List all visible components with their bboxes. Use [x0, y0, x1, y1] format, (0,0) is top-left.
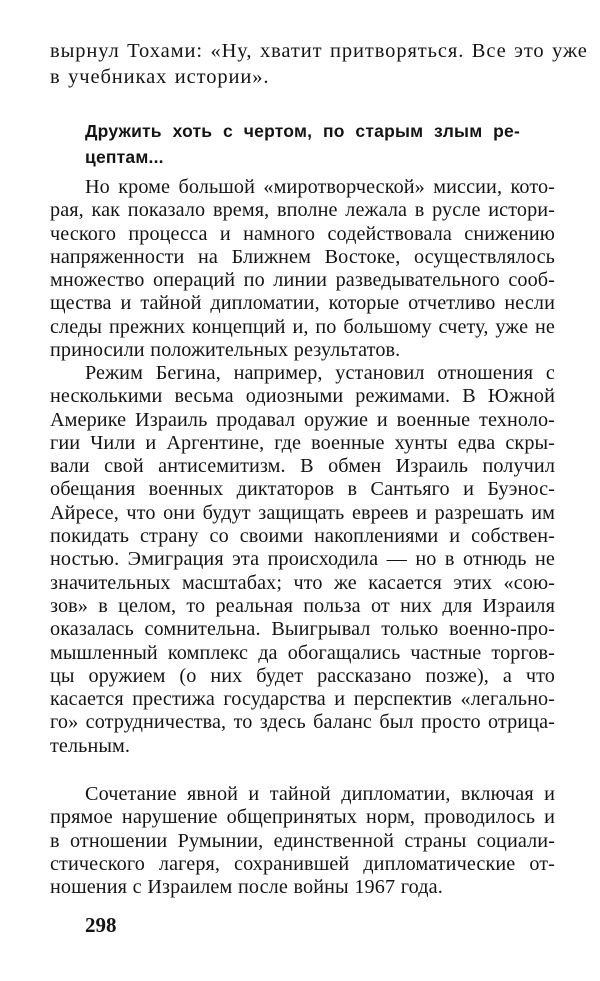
section-heading — [85, 118, 520, 170]
text-line: цы оружием (о них будет рассказано позже), а что — [50, 664, 555, 687]
text-line: ческого процесса и намного содействовала снижению — [50, 222, 555, 245]
text-line: Америке Израиль продавал оружие и военные техноло- — [50, 408, 555, 431]
text-line: приносили положительных результатов. — [50, 339, 401, 362]
text-line: зов» в целом, то реальная польза от них для Израиля — [50, 594, 555, 617]
text-line: покидать страну со своими накоплениями и собствен- — [50, 525, 555, 548]
text-line: следы прежних концепций и, по большому счету, уже не — [50, 315, 555, 338]
text-line: напряженности на Ближнем Востоке, осуществлялось — [50, 245, 555, 268]
paragraph-begin-regime — [50, 362, 555, 758]
text-line: в отношении Румынии, единственной страны социали- — [50, 829, 555, 852]
text-line: ношения с Израилем после войны 1967 года. — [50, 876, 443, 899]
text-line: щества и тайной дипломатии, которые отчетливо несли — [50, 292, 555, 315]
text-line: Режим Бегина, например, установил отношения с — [85, 362, 555, 384]
text-line: ностью. Эмиграция эта происходила — но в отнюдь не — [50, 548, 555, 571]
text-line: Но кроме большой «миротворческой» миссии, кото- — [85, 176, 555, 198]
text-line: в учебниках истории». — [50, 66, 270, 88]
heading-line: Дружить хоть с чертом, по старым злым ре- — [85, 121, 520, 141]
text-line: го» сотрудничества, то здесь баланс был просто отрица- — [50, 711, 555, 734]
text-line: обещания военных диктаторов в Сантьяго и Буэнос- — [50, 478, 555, 501]
heading-line: цептам... — [85, 147, 164, 167]
text-line: вали свой антисемитизм. В обмен Израиль получил — [50, 455, 555, 478]
text-line: Сочетание явной и тайной дипломатии, включая и — [85, 783, 555, 805]
intro-paragraph — [50, 38, 588, 90]
text-line: множество операций по линии разведывательного сооб- — [50, 269, 555, 292]
text-line: тельным. — [50, 734, 131, 757]
page-number: 298 — [85, 913, 117, 937]
text-line: касается престижа государства и перспектив «легально- — [50, 688, 555, 711]
text-line: оказалась сомнительна. Выигрывал только военно-про- — [50, 618, 555, 641]
text-line: рая, как показало время, вполне лежала в русле истори- — [50, 199, 555, 222]
text-line: гии Чили и Аргентине, где военные хунты едва скры- — [50, 431, 555, 454]
text-line: мышленный комплекс да обогащались частные торгов- — [50, 641, 555, 664]
text-line: Айресе, что они будут защищать евреев и разрешать им — [50, 501, 555, 524]
text-line: несколькими весьма одиозными режимами. В Южной — [50, 385, 555, 408]
text-line: прямое нарушение общепринятых норм, проводилось и — [50, 806, 555, 829]
paragraph-romania — [50, 783, 555, 899]
paragraph-peacemaking-mission — [50, 176, 555, 362]
text-line: значительных масштабах; что же касается этих «сою- — [50, 571, 555, 594]
text-line: стического лагеря, сохранившей дипломатические от- — [50, 852, 555, 875]
text-line: вырнул Тохами: «Ну, хватит притворяться. Все это уже — [50, 40, 588, 62]
